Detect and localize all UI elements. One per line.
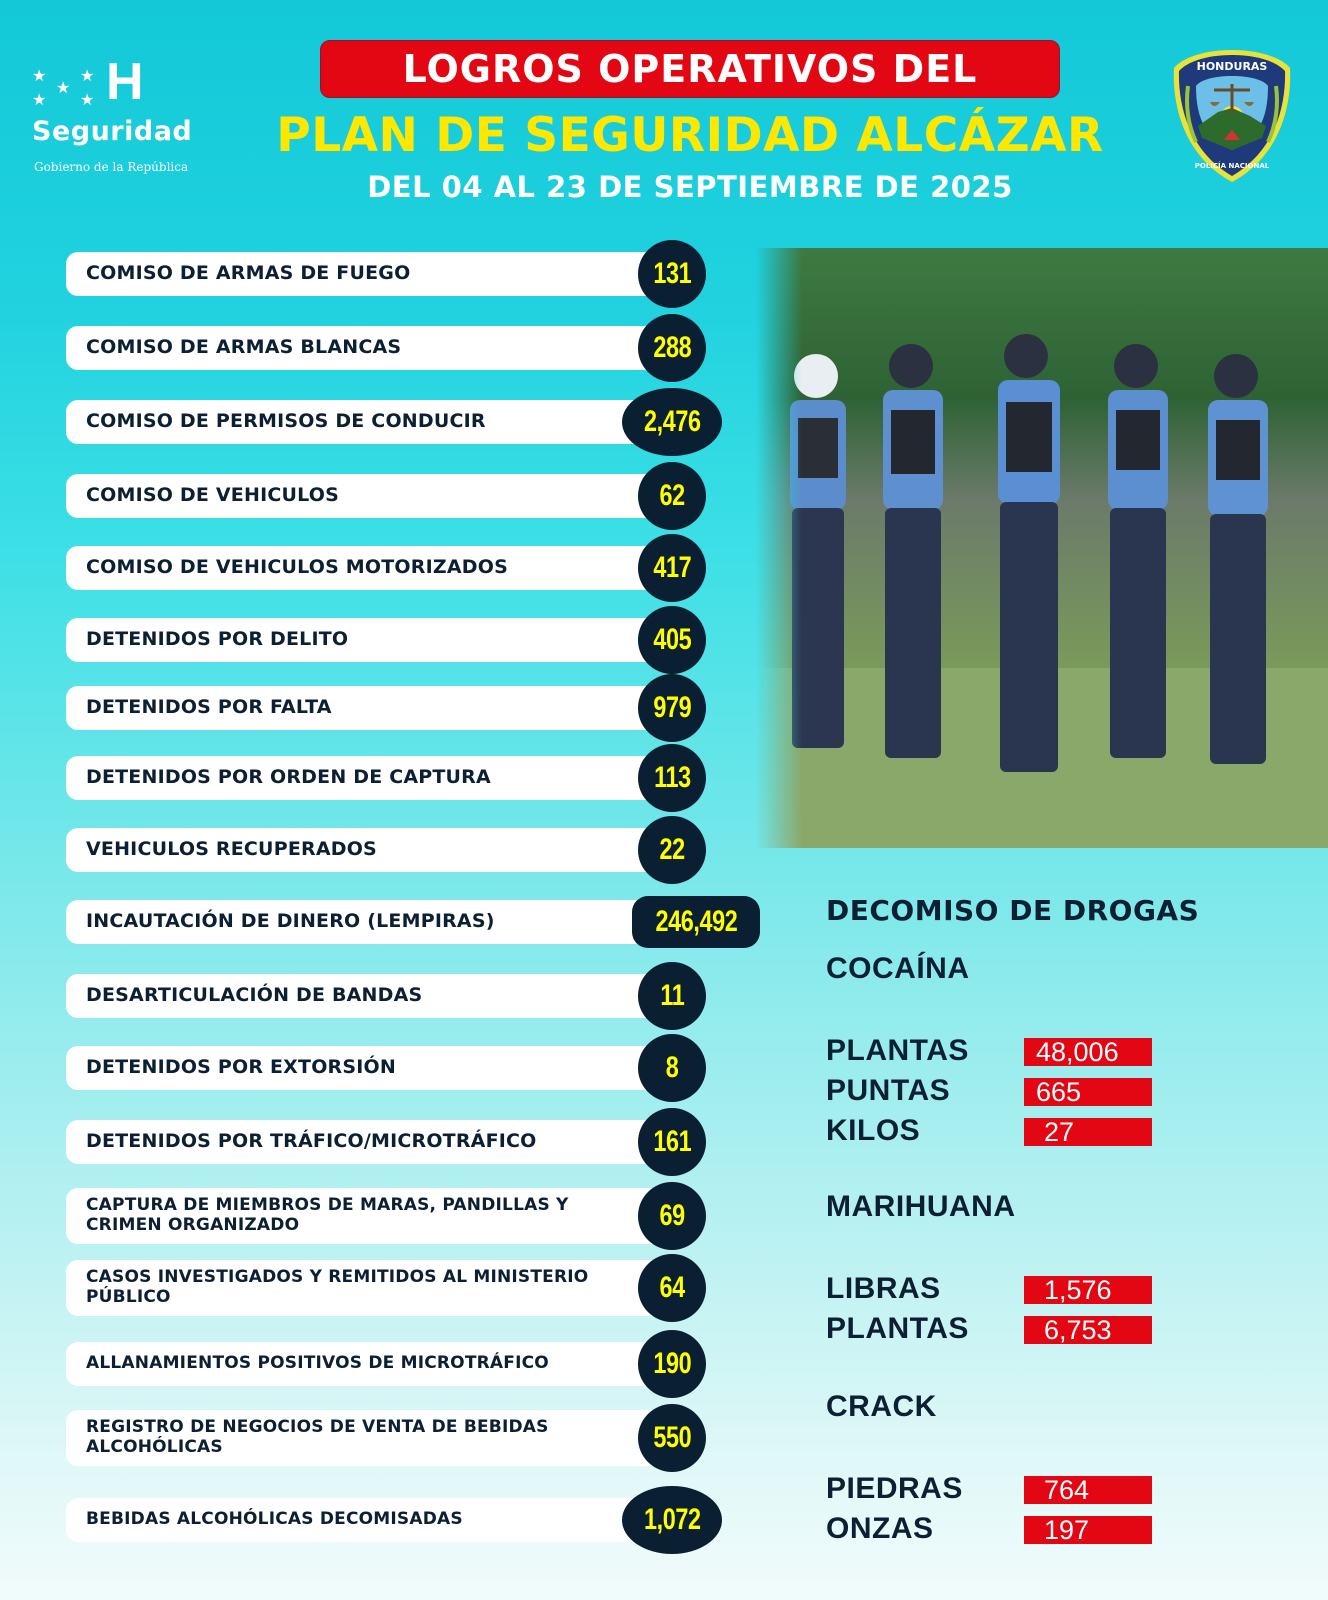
stat-bar (66, 1120, 686, 1164)
stat-label: REGISTRO DE NEGOCIOS DE VENTA DE BEBIDAS ALCOHÓLICAS (86, 1417, 549, 1457)
stat-value-badge (638, 816, 706, 884)
badge-top-text: HONDURAS (1196, 60, 1268, 73)
drug-category: COCAÍNA (826, 952, 970, 985)
drug-item-label: PLANTAS (826, 1312, 969, 1345)
stat-value-badge (632, 896, 760, 948)
stat-value: 405 (653, 623, 691, 656)
drug-category: CRACK (826, 1390, 937, 1423)
drug-category: MARIHUANA (826, 1190, 1016, 1223)
stat-bar (66, 1188, 686, 1244)
title-banner (320, 40, 1060, 98)
stat-label: CASOS INVESTIGADOS Y REMITIDOS AL MINISTERIO PÚBLICO (86, 1267, 589, 1307)
drug-item-value: 764 (1024, 1476, 1152, 1504)
stat-row (66, 686, 691, 730)
stat-value: 11 (660, 979, 684, 1012)
drug-item-value: 27 (1024, 1118, 1152, 1146)
stat-value-badge (638, 314, 706, 382)
stat-label: COMISO DE ARMAS BLANCAS (86, 336, 402, 359)
stat-label: DESARTICULACIÓN DE BANDAS (86, 984, 423, 1007)
stat-value-badge (638, 744, 706, 812)
stat-value-badge (638, 1330, 706, 1398)
stat-row (66, 1410, 691, 1466)
stat-value: 113 (653, 761, 691, 794)
stat-label: DETENIDOS POR FALTA (86, 696, 332, 719)
stat-value-badge (638, 1182, 706, 1250)
stat-bar (66, 1410, 686, 1466)
stat-value-badge (638, 240, 706, 308)
drug-item-label: PUNTAS (826, 1074, 951, 1107)
stat-value: 131 (653, 257, 691, 290)
stat-value: 8 (665, 1051, 679, 1084)
stat-value: 979 (653, 691, 691, 724)
stat-label: VEHICULOS RECUPERADOS (86, 838, 377, 861)
stat-bar (66, 618, 686, 662)
stat-value: 69 (659, 1199, 685, 1232)
title-banner-text: LOGROS OPERATIVOS DEL (402, 47, 978, 91)
stat-row (66, 474, 686, 518)
stat-bar (66, 828, 686, 872)
stat-label: DETENIDOS POR DELITO (86, 628, 349, 651)
stat-row (66, 326, 691, 370)
drug-item-value: 665 (1024, 1078, 1152, 1106)
drug-item-label: PLANTAS (826, 1034, 969, 1067)
logo-subtitle: Gobierno de la República (34, 160, 189, 174)
drug-item-value: 197 (1024, 1516, 1152, 1544)
stat-bar (66, 900, 686, 944)
drug-item-label: LIBRAS (826, 1272, 941, 1305)
stat-bar (66, 756, 686, 800)
policia-nacional-badge-icon (1170, 46, 1294, 186)
drug-item-label: ONZAS (826, 1512, 934, 1545)
stat-row (66, 252, 691, 296)
stars-icon: ★ ★ ★ ★ ★ (32, 66, 95, 109)
stat-value: 161 (653, 1125, 691, 1158)
stat-label: ALLANAMIENTOS POSITIVOS DE MICROTRÁFICO (86, 1353, 549, 1374)
stat-value-badge (638, 534, 706, 602)
stat-label: BEBIDAS ALCOHÓLICAS DECOMISADAS (86, 1509, 463, 1530)
stat-label: CAPTURA DE MIEMBROS DE MARAS, PANDILLAS Y CRIMEN ORGANIZADO (86, 1195, 569, 1235)
stat-value: 62 (659, 479, 685, 512)
stat-label: DETENIDOS POR TRÁFICO/MICROTRÁFICO (86, 1130, 537, 1153)
stat-value-badge (638, 1034, 706, 1102)
stat-label: DETENIDOS POR ORDEN DE CAPTURA (86, 766, 491, 789)
stat-value-badge (638, 606, 706, 674)
stat-value-badge (638, 1404, 706, 1472)
police-officers-photo (756, 248, 1328, 848)
stat-value-badge (622, 388, 722, 456)
stat-bar (66, 974, 686, 1018)
drug-item-label: PIEDRAS (826, 1472, 963, 1505)
stat-value: 1,072 (643, 1503, 701, 1536)
stat-bar (66, 1342, 686, 1386)
stat-bar (66, 1260, 686, 1316)
stat-value-badge (638, 674, 706, 742)
drug-item-value: 6,753 (1024, 1316, 1152, 1344)
drug-item-label: KILOS (826, 1114, 921, 1147)
stat-value: 64 (659, 1271, 685, 1304)
stat-value-badge (638, 1108, 706, 1176)
stat-bar (66, 546, 686, 590)
stat-value-badge (622, 1486, 722, 1554)
drug-item-value: 48,006 (1024, 1038, 1152, 1066)
drug-item-value: 1,576 (1024, 1276, 1152, 1304)
stat-row (66, 1342, 691, 1386)
stat-value: 246,492 (655, 905, 737, 938)
drug-item (826, 1116, 1156, 1146)
stat-bar (66, 1046, 686, 1090)
drug-item (826, 1274, 1156, 1304)
stat-label: COMISO DE ARMAS DE FUEGO (86, 262, 411, 285)
date-range: DEL 04 AL 23 DE SEPTIEMBRE DE 2025 (367, 170, 1013, 204)
stat-value: 2,476 (643, 405, 701, 438)
stat-bar (66, 1498, 686, 1542)
stat-bar (66, 326, 686, 370)
stat-row (66, 618, 691, 662)
stat-row (66, 1188, 686, 1244)
stat-row (66, 828, 686, 872)
drug-item (826, 1474, 1156, 1504)
stat-value-badge (638, 1254, 706, 1322)
logo-brand: Seguridad (32, 116, 193, 147)
page-title: PLAN DE SEGURIDAD ALCÁZAR (276, 108, 1104, 163)
stat-row (66, 1046, 686, 1090)
stat-value: 288 (653, 331, 691, 364)
stat-row (66, 974, 686, 1018)
stat-bar (66, 474, 686, 518)
stat-bar (66, 400, 686, 444)
stat-row (66, 1498, 701, 1542)
stat-value: 190 (653, 1347, 691, 1380)
stat-value: 550 (653, 1421, 691, 1454)
stat-bar (66, 252, 686, 296)
stat-label: COMISO DE PERMISOS DE CONDUCIR (86, 410, 486, 433)
stat-row (66, 400, 701, 444)
stat-label: COMISO DE VEHICULOS (86, 484, 339, 507)
badge-bottom-text: POLICÍA NACIONAL (1194, 162, 1270, 170)
stat-row (66, 756, 691, 800)
stat-row (66, 1260, 686, 1316)
stat-label: DETENIDOS POR EXTORSIÓN (86, 1056, 396, 1079)
stat-value-badge (638, 962, 706, 1030)
drugs-title: DECOMISO DE DROGAS (826, 894, 1200, 927)
drug-item (826, 1036, 1156, 1066)
stat-row (66, 900, 737, 944)
stat-label: COMISO DE VEHICULOS MOTORIZADOS (86, 556, 508, 579)
drug-item (826, 1314, 1156, 1344)
stat-value: 22 (659, 833, 685, 866)
stat-bar (66, 686, 686, 730)
logo-h-mark: H (106, 53, 144, 111)
stat-label: INCAUTACIÓN DE DINERO (LEMPIRAS) (86, 910, 495, 933)
stat-value: 417 (653, 551, 691, 584)
stat-row (66, 546, 691, 590)
drug-item (826, 1514, 1156, 1544)
stat-value-badge (638, 462, 706, 530)
drug-item (826, 1076, 1156, 1106)
stat-row (66, 1120, 691, 1164)
